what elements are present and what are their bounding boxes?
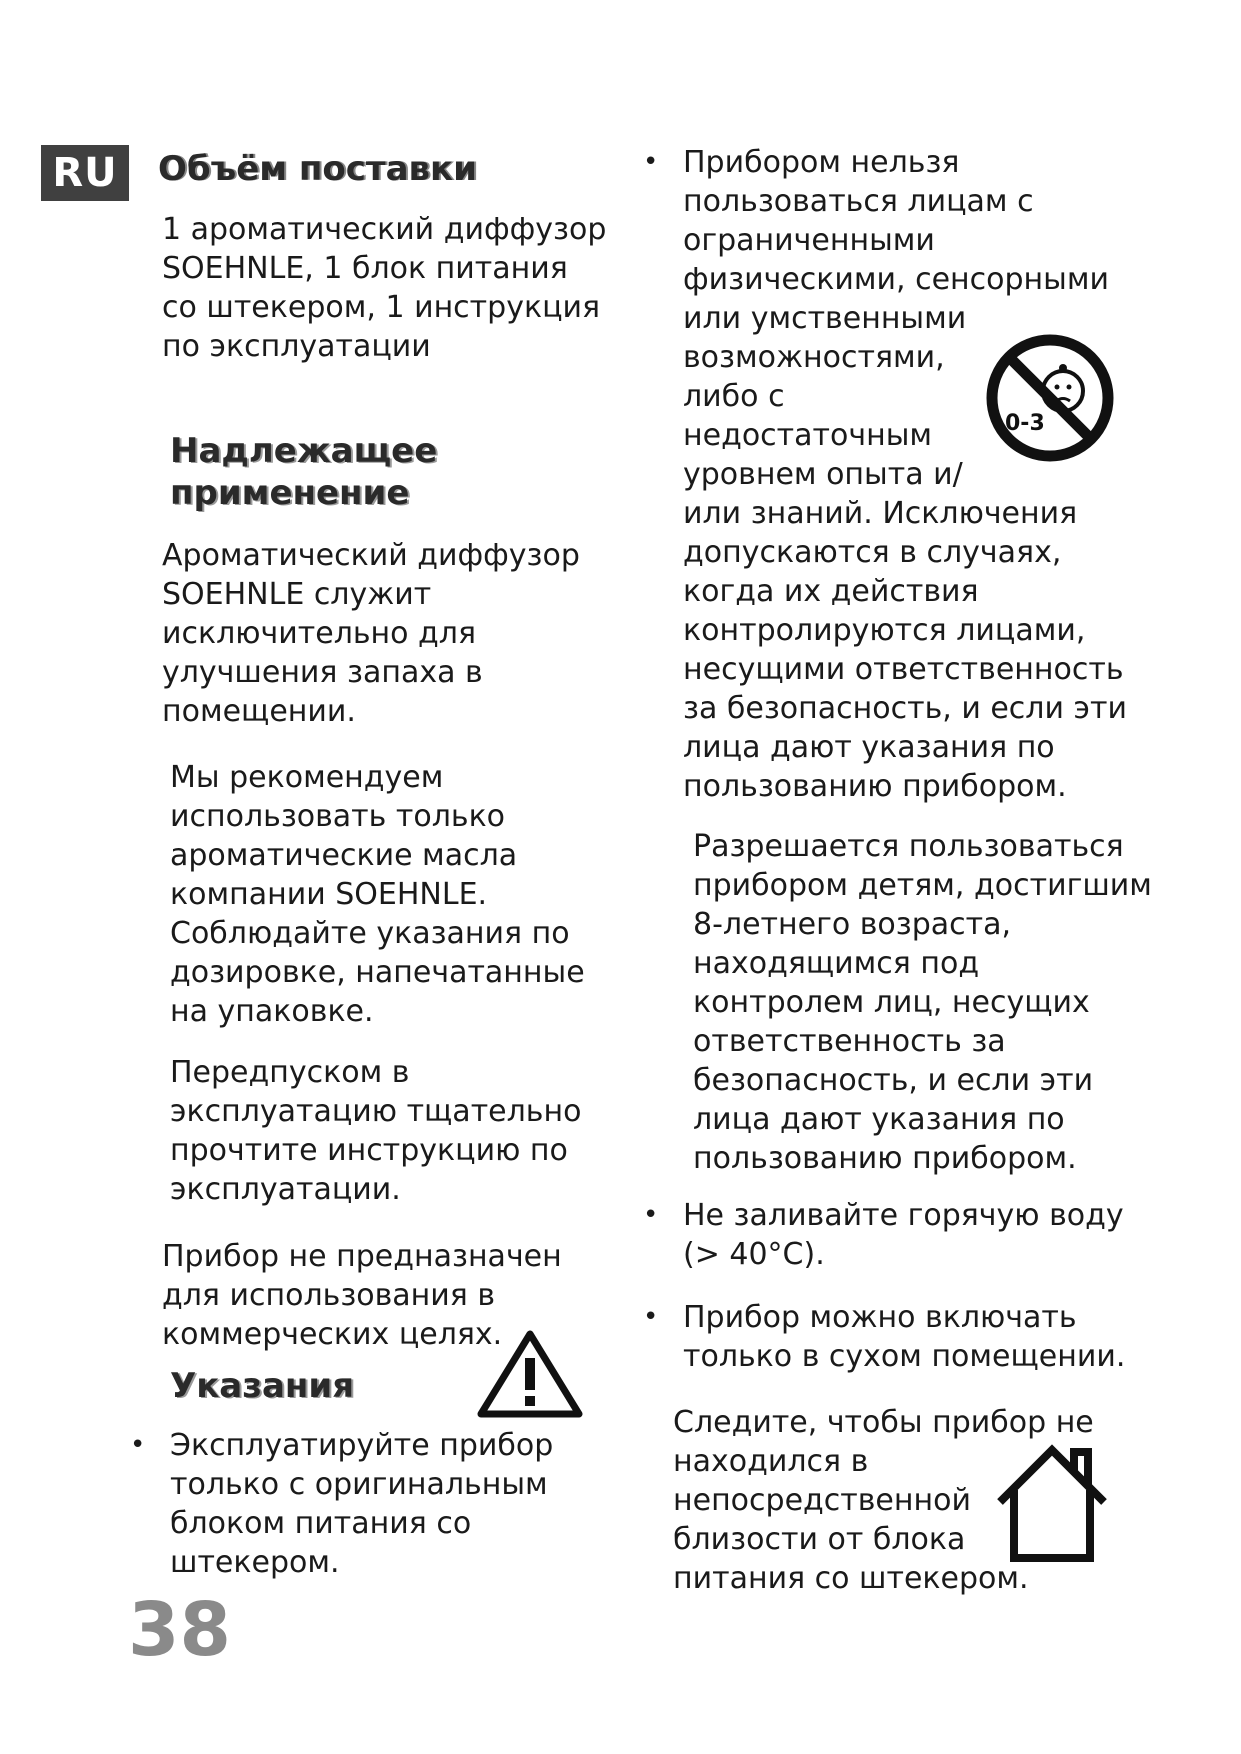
- bullet-marker: •: [643, 1200, 659, 1230]
- indoor-use-house-icon: [990, 1440, 1115, 1565]
- heading-intended-use: Надлежащее применение: [170, 431, 438, 513]
- bullet-item-restricted-persons: Прибором нельзя пользоваться лицам с ограниченными физическими, сенсорными или умственными возможностями, либо с недостаточным уровнем опыта и/ или знаний. Исключения допускаются в случаях, когда их действия контролируются лицами, несущими ответственность за безопасность, и если эти лица дают указания по пользованию прибором.: [683, 145, 1127, 804]
- paragraph-usage-4: Прибор не предназначен для использования в коммерческих целях.: [162, 1239, 562, 1352]
- bullet-marker: •: [643, 1302, 659, 1332]
- paragraph-delivery-scope: 1 ароматический диффузор SOEHNLE, 1 блок питания со штекером, 1 инструкция по эксплуатации: [162, 212, 607, 364]
- bullet-item-dry-room: Прибор можно включать только в сухом помещении.: [683, 1300, 1126, 1374]
- warning-triangle-icon: [475, 1328, 585, 1420]
- paragraph-children: Разрешается пользоваться прибором детям, достигшим 8-летнего возраста, находящимся под контролем лиц, несущих ответственность за безопасность, и если эти лица дают указания по пользованию прибором.: [693, 829, 1152, 1176]
- bullet-item-power-adapter: Эксплуатируйте прибор только с оригинальным блоком питания со штекером.: [170, 1428, 554, 1580]
- not-for-children-0-3-icon: [985, 333, 1115, 463]
- bullet-marker: •: [130, 1430, 146, 1460]
- heading-delivery-scope: Объём поставки: [158, 149, 477, 189]
- paragraph-usage-3: Передпуском в эксплуатацию тщательно прочтите инструкцию по эксплуатации.: [170, 1055, 582, 1207]
- bullet-marker: •: [643, 147, 659, 177]
- paragraph-usage-2: Мы рекомендуем использовать только ароматические масла компании SOEHNLE. Соблюдайте указания по дозировке, напечатанные на упаковке.: [170, 760, 585, 1029]
- paragraph-distance: Следите, чтобы прибор не находился в непосредственной близости от блока питания со штекером.: [673, 1405, 1094, 1596]
- language-badge: RU: [41, 145, 129, 201]
- paragraph-usage-1: Ароматический диффузор SOEHNLE служит исключительно для улучшения запаха в помещении.: [162, 538, 580, 729]
- age-label: 0-3: [1005, 411, 1045, 436]
- heading-notes: Указания: [170, 1366, 355, 1406]
- bullet-item-hot-water: Не заливайте горячую воду (> 40°C).: [683, 1198, 1124, 1272]
- page-number: 38: [128, 1587, 231, 1673]
